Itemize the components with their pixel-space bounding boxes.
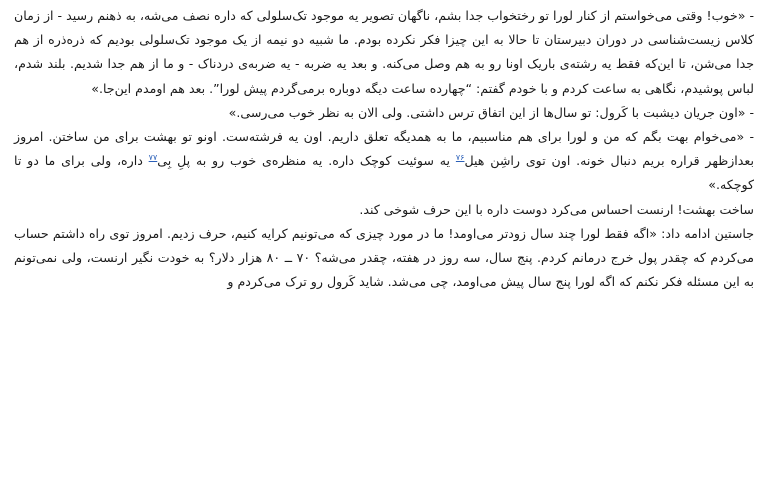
- paragraph-3: [14, 125, 754, 198]
- footnote-ref-77[interactable]: ۷۷: [148, 153, 158, 163]
- paragraph-text: یه سوئیت کوچک داره. یه منظره‌ی خوب رو به پلِ بِی: [157, 153, 456, 169]
- paragraph-4: [14, 198, 754, 222]
- paragraph-text: - «می‌خوام بهت بگم که من و لورا برای هم مناسبیم، ما به همدیگه تعلق داریم. اون یه فرشته‌ست. اونو تو بهشت برای من ساختن. امروز بعدازظهر قراره بریم دنبال خونه. اون توی راشِن هیل: [14, 129, 754, 169]
- footnote-ref-76[interactable]: ۷۶: [455, 153, 465, 163]
- paragraph-text: ساخت بهشت! ارنست احساس می‌کرد دوست داره با این حرف شوخی کند.: [359, 201, 754, 217]
- paragraph-2: [14, 101, 754, 125]
- book-page: [14, 4, 754, 294]
- paragraph-text: جاستین ادامه داد: «اگه فقط لورا چند سال زودتر می‌اومد! ما در مورد چیزی که می‌تونیم کرایه کنیم، حرف زدیم. امروز توی راه داشتم حساب می‌کردم که چقدر پول خرج درمانم کردم. پنج سال، سه روز در هفته، چقدر می‌شه؟ ۷۰ ــ ۸۰ هزار دلار؟ به خودت نگیر ارنست، ولی نمی‌تونم به این مسئله فکر نکنم که اگه لورا پنج سال پیش می‌اومد، چی می‌شد. شاید کَرول رو ترک می‌کردم و: [14, 225, 755, 290]
- paragraph-text: - «خوب! وقتی می‌خواستم از کنار لورا تو رختخواب جدا بشم، ناگهان تصویر یه موجود تک‌سلولی که داره نصف می‌شه، به ذهنم رسید - از زمان کلاس زیست‌شناسی در دوران دبیرستان تا حالا به این چیزا فکر نکرده بودم. ما شبیه دو نیمه از یک موجود تک‌سلولی بودیم که ذره‌ذره از هم جدا می‌شن، تا این‌که فقط یه رشته‌ی باریک اونا رو به هم وصل می‌کنه. و بعد یه ضربه - یه ضربه‌ی دردناک - و ما از هم جدا شدیم. بلند شدم، لباس پوشیدم، نگاهی به ساعت کردم و با خودم گفتم: “چهارده ساعت دیگه دوباره برمی‌گردم پیش لورا”. بعد هم اومدم این‌جا.»: [14, 8, 754, 96]
- paragraph-5: [14, 222, 754, 295]
- paragraph-text: - «اون جریان دیشبت با کَرول: تو سال‌ها از این اتفاق ترس داشتی. ولی الان به نظر خوب می‌رسی.»: [228, 104, 754, 120]
- paragraph-text: داره، ولی برای ما دو تا کوچکه.»: [14, 153, 754, 193]
- paragraph-1: [14, 4, 754, 101]
